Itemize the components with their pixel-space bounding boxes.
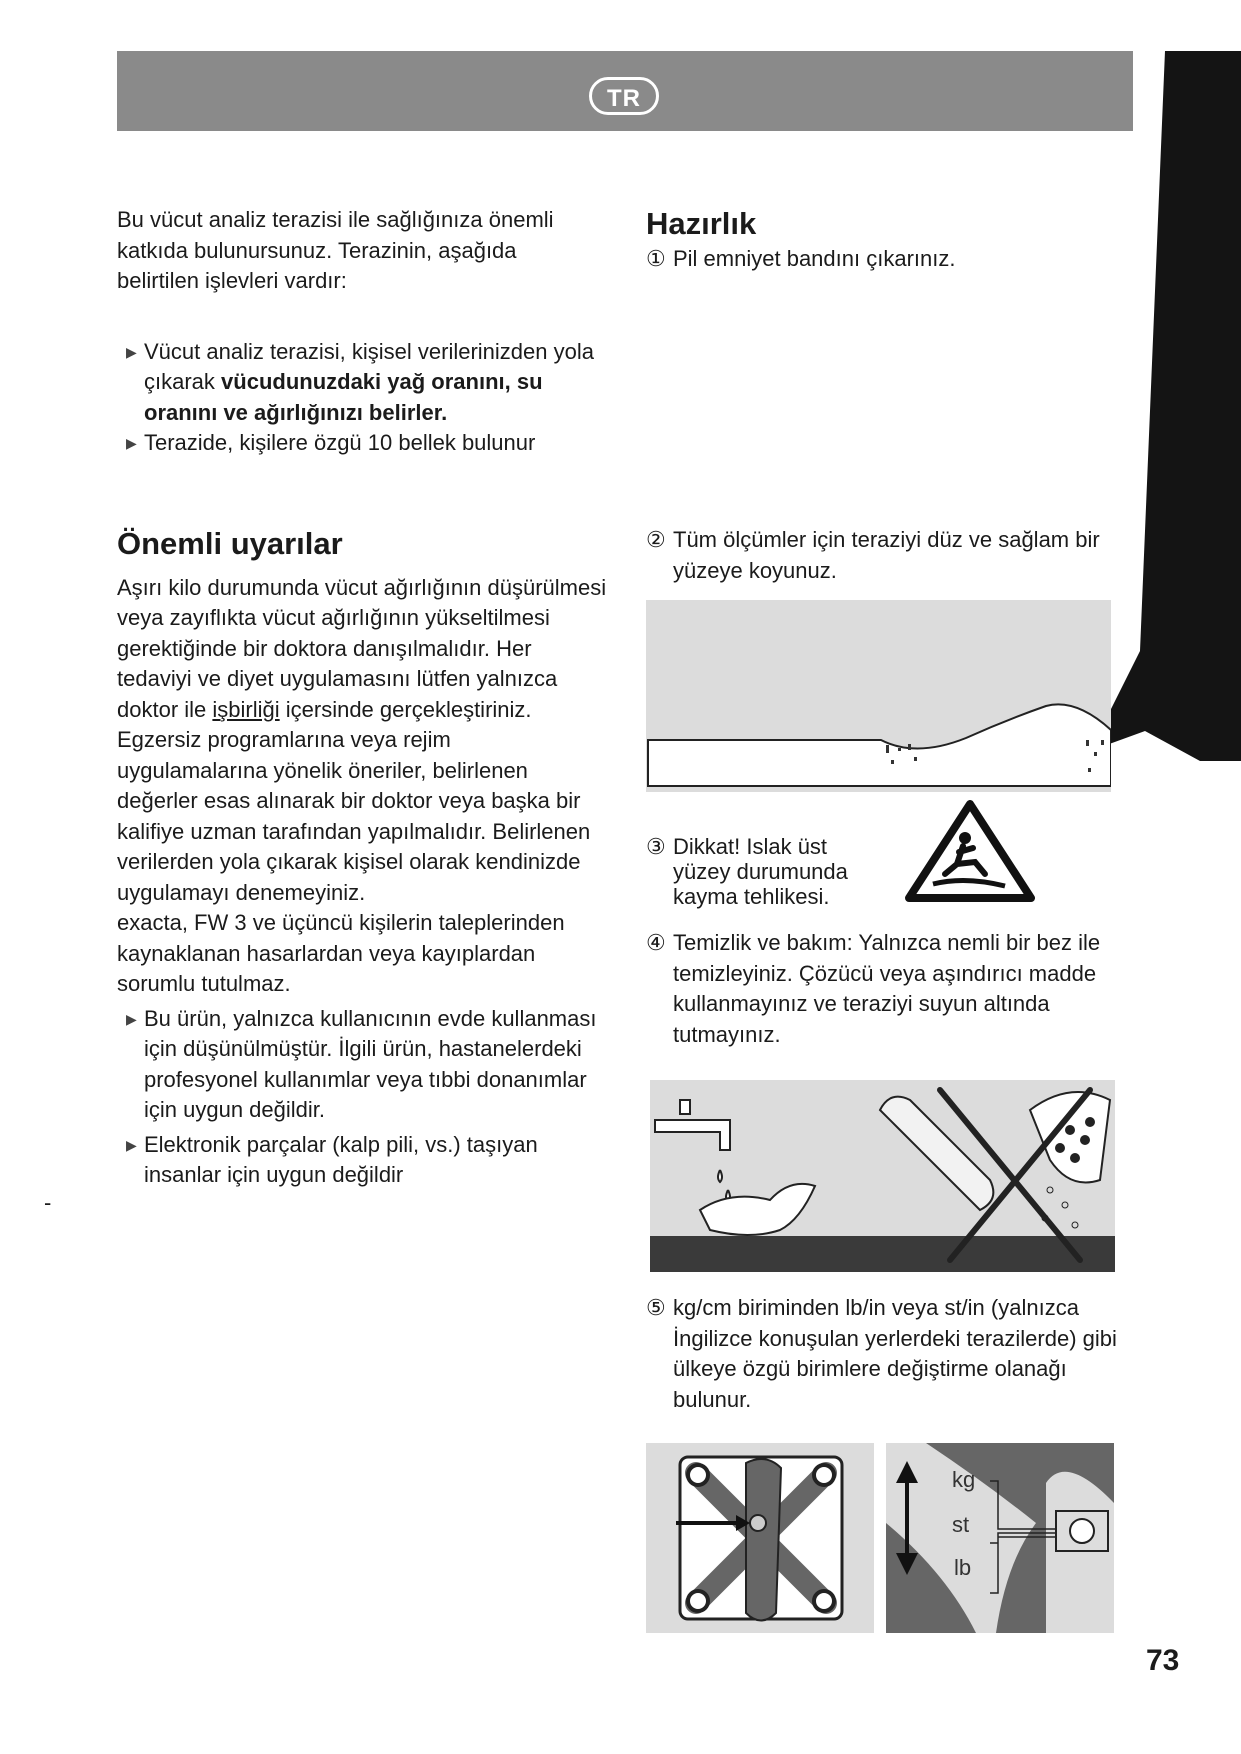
language-badge: TR: [589, 77, 659, 115]
black-thumb-tab: [1090, 51, 1241, 761]
warnings-paragraph: Egzersiz programlarına veya rejim uygulamalarına yönelik öneriler, belirlenen değerler esas alınarak bir doktor veya başka bir kalifiye uzman tarafından yapılmalıdır. Belirlenen verilerden yola çıkarak kişisel olarak kendinizde uygulamayı denemeyiniz.: [117, 727, 591, 905]
step-3: ③ Dikkat! Islak üst yüzey durumunda kayma tehlikesi.: [646, 834, 848, 909]
unit-switch-illustration: [886, 1443, 1114, 1633]
step-1: ① Pil emniyet bandını çıkarınız.: [646, 246, 956, 271]
slippery-warning-icon: [905, 800, 1035, 904]
step-2: ② Tüm ölçümler için teraziyi düz ve sağlam bir yüzeye koyunuz.: [646, 527, 1100, 583]
unit-label-kg: kg: [952, 1467, 976, 1492]
margin-mark: -: [44, 1190, 52, 1215]
feature-item: ▶ Vücut analiz terazisi, kişisel verilerinizden yola çıkarak vücudunuzdaki yağ oranını, su oranını ve ağırlığınızı belirler.: [126, 338, 594, 425]
left-column: [117, 205, 607, 1191]
preparation-title: Hazırlık: [646, 206, 757, 241]
scale-bottom-illustration: [646, 1443, 874, 1633]
step-4: ④ Temizlik ve bakım: Yalnızca nemli bir bez ile temizleyiniz. Çözücü veya aşındırıcı madde kullanmayınız ve teraziyi suyun altında tutmayınız.: [646, 930, 1101, 1047]
page-number: 73: [1146, 1644, 1180, 1677]
warnings-list: [117, 1004, 607, 1191]
floor-surface-illustration: [646, 600, 1111, 792]
cleaning-illustration: [650, 1080, 1115, 1272]
warnings-paragraph: Aşırı kilo durumunda vücut ağırlığının düşürülmesi veya zayıflıkta vücut ağırlığının yükseltilmesi gerektiğinde bir doktora danışılmalıdır. Her tedaviyi ve diyet uygulamasını lütfen yalnızca doktor ile işbirliği içersinde gerçekleştiriniz.: [117, 574, 607, 722]
warning-item: ▶ Bu ürün, yalnızca kullanıcının evde kullanması için düşünülmüştür. İlgili ürün, hastanelerdeki profesyonel kullanımlar veya tıbbi donanımlar için uygun değildir.: [126, 1005, 597, 1122]
arrow-bullet-icon: ▶: [126, 435, 137, 451]
unit-label-st: st: [952, 1512, 970, 1537]
unit-label-lb: lb: [954, 1555, 972, 1580]
feature-item: ▶ Terazide, kişilere özgü 10 bellek bulunur: [117, 428, 607, 459]
arrow-bullet-icon: ▶: [126, 1136, 137, 1153]
warnings-title: Önemli uyarılar: [117, 525, 343, 561]
intro-text: Bu vücut analiz terazisi ile sağlığınıza önemli katkıda bulunursunuz. Terazinin, aşağıda belirtilen işlevleri vardır:: [117, 207, 554, 293]
step-5: ⑤ kg/cm biriminden lb/in veya st/in (yalnızca İngilizce konuşulan yerlerdeki terazilerde) gibi ülkeye özgü birimlere değiştirme olanağı bulunur.: [646, 1295, 1117, 1412]
warning-item: ▶ Elektronik parçalar (kalp pili, vs.) taşıyan insanlar için uygun değildir: [126, 1131, 538, 1187]
preparation-section: [646, 205, 1136, 275]
arrow-bullet-icon: ▶: [126, 1010, 137, 1027]
feature-list: [117, 337, 607, 459]
arrow-bullet-icon: ▶: [126, 343, 137, 360]
warnings-paragraph: exacta, FW 3 ve üçüncü kişilerin taleplerinden kaynaklanan hasarlardan veya kayıplardan sorumlu tutulmaz.: [117, 910, 565, 996]
